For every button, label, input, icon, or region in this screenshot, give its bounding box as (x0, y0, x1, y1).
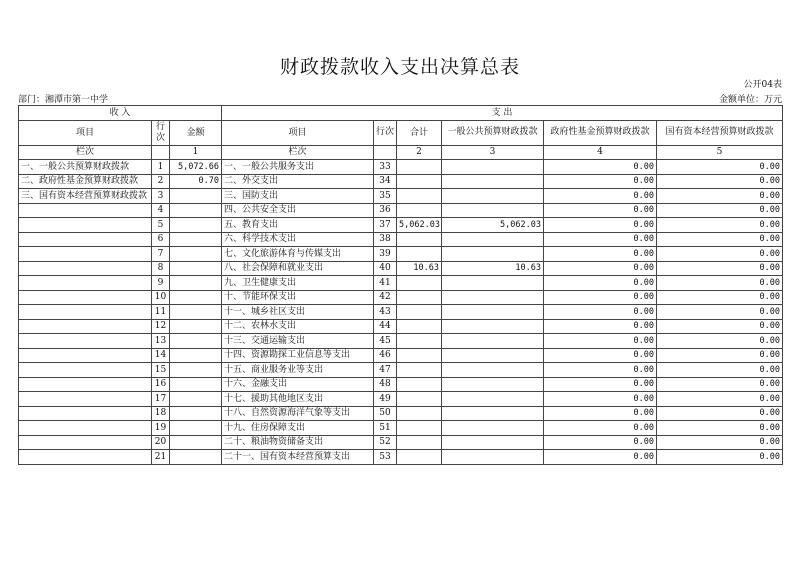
general-budget-amount (442, 319, 544, 334)
income-amount (170, 421, 222, 436)
income-item (19, 392, 152, 407)
fund-budget-amount: 0.00 (544, 276, 657, 291)
income-seq: 7 (152, 247, 170, 262)
income-amount (170, 276, 222, 291)
income-amount-header: 金额 (170, 120, 222, 145)
income-amount (170, 189, 222, 204)
income-seq: 14 (152, 348, 170, 363)
income-item (19, 261, 152, 276)
general-budget-amount (442, 392, 544, 407)
income-seq: 5 (152, 218, 170, 233)
general-budget-amount (442, 377, 544, 392)
fund-budget-amount: 0.00 (544, 290, 657, 305)
table-row (19, 421, 783, 436)
income-item (19, 319, 152, 334)
col-label: 栏次 (19, 145, 152, 160)
general-budget-amount (442, 450, 544, 465)
table-row (19, 276, 783, 291)
fund-budget-amount: 0.00 (544, 348, 657, 363)
expense-item: 十、节能环保支出 (222, 290, 374, 305)
income-seq: 20 (152, 435, 170, 450)
income-seq: 2 (152, 174, 170, 189)
fund-budget-amount: 0.00 (544, 334, 657, 349)
general-budget-amount (442, 348, 544, 363)
table-row (19, 348, 783, 363)
income-seq: 4 (152, 203, 170, 218)
income-item: 三、国有资本经营预算财政拨款 (19, 189, 152, 204)
capital-budget-amount: 0.00 (657, 261, 783, 276)
income-amount (170, 290, 222, 305)
table-row (19, 319, 783, 334)
income-amount (170, 203, 222, 218)
income-amount (170, 377, 222, 392)
total-amount (397, 348, 442, 363)
expense-item: 二、外交支出 (222, 174, 374, 189)
col-label-2: 栏次 (222, 145, 374, 160)
expense-seq-header: 行次 (374, 120, 397, 145)
total-amount (397, 377, 442, 392)
income-seq: 11 (152, 305, 170, 320)
expense-item: 十一、城乡社区支出 (222, 305, 374, 320)
total-amount (397, 406, 442, 421)
page-title: 财政拨款收入支出决算总表 (279, 56, 520, 78)
total-amount (397, 276, 442, 291)
fund-budget-amount: 0.00 (544, 421, 657, 436)
general-budget-amount (442, 232, 544, 247)
column-number-row (19, 145, 783, 160)
table-row (19, 261, 783, 276)
income-item (19, 276, 152, 291)
fund-budget-amount: 0.00 (544, 160, 657, 175)
table-row (19, 406, 783, 421)
general-budget-amount (442, 406, 544, 421)
income-amount: 5,072.66 (170, 160, 222, 175)
income-seq: 9 (152, 276, 170, 291)
department-label: 部门：湘潭市第一中学 (18, 95, 109, 105)
income-seq: 3 (152, 189, 170, 204)
general-budget-amount (442, 276, 544, 291)
total-amount (397, 435, 442, 450)
table-row (19, 232, 783, 247)
capital-budget-amount: 0.00 (657, 435, 783, 450)
income-amount (170, 305, 222, 320)
income-seq: 15 (152, 363, 170, 378)
total-amount (397, 189, 442, 204)
total-amount: 5,062.03 (397, 218, 442, 233)
section-header-row (19, 106, 783, 121)
col-number-3: 3 (442, 145, 544, 160)
expense-item: 八、社会保障和就业支出 (222, 261, 374, 276)
capital-budget-amount: 0.00 (657, 406, 783, 421)
table-row (19, 450, 783, 465)
income-amount (170, 348, 222, 363)
capital-budget-amount: 0.00 (657, 290, 783, 305)
table-row (19, 290, 783, 305)
expense-item: 三、国防支出 (222, 189, 374, 204)
income-amount (170, 392, 222, 407)
income-amount (170, 334, 222, 349)
income-amount (170, 363, 222, 378)
income-amount (170, 218, 222, 233)
total-amount (397, 319, 442, 334)
income-amount (170, 435, 222, 450)
col-number-4: 4 (544, 145, 657, 160)
col-seq-blank (152, 145, 170, 160)
total-amount (397, 160, 442, 175)
table-row (19, 363, 783, 378)
fund-budget-amount: 0.00 (544, 305, 657, 320)
fund-budget-amount: 0.00 (544, 392, 657, 407)
expense-item: 十四、资源勘探工业信息等支出 (222, 348, 374, 363)
column-header-row (19, 120, 783, 145)
income-seq: 12 (152, 319, 170, 334)
income-seq: 10 (152, 290, 170, 305)
expense-seq: 52 (374, 435, 397, 450)
expense-item: 十三、交通运输支出 (222, 334, 374, 349)
unit-label: 金额单位：万元 (718, 95, 782, 105)
capital-budget-amount: 0.00 (657, 174, 783, 189)
total-amount (397, 450, 442, 465)
income-seq: 8 (152, 261, 170, 276)
capital-budget-amount: 0.00 (657, 450, 783, 465)
fund-budget-header: 政府性基金预算财政拨款 (544, 120, 657, 145)
fund-budget-amount: 0.00 (544, 406, 657, 421)
total-amount (397, 334, 442, 349)
income-seq: 6 (152, 232, 170, 247)
expense-seq: 44 (374, 319, 397, 334)
capital-budget-header: 国有资本经营预算财政拨款 (657, 120, 783, 145)
income-seq: 19 (152, 421, 170, 436)
expense-seq: 39 (374, 247, 397, 262)
expense-item: 七、文化旅游体育与传媒支出 (222, 247, 374, 262)
capital-budget-amount: 0.00 (657, 232, 783, 247)
general-budget-amount (442, 435, 544, 450)
expense-item: 六、科学技术支出 (222, 232, 374, 247)
general-budget-amount (442, 174, 544, 189)
total-amount (397, 247, 442, 262)
table-row (19, 189, 783, 204)
income-section-header: 收 入 (19, 106, 222, 121)
income-amount (170, 247, 222, 262)
expense-seq: 50 (374, 406, 397, 421)
expense-item: 十五、商业服务业等支出 (222, 363, 374, 378)
capital-budget-amount: 0.00 (657, 334, 783, 349)
col-number-1: 1 (170, 145, 222, 160)
form-number: 公开04表 (743, 80, 782, 90)
expense-seq: 51 (374, 421, 397, 436)
expense-item: 二十、粮油物资储备支出 (222, 435, 374, 450)
fund-budget-amount: 0.00 (544, 218, 657, 233)
expense-seq: 38 (374, 232, 397, 247)
total-amount (397, 305, 442, 320)
income-amount (170, 319, 222, 334)
col-number-5: 5 (657, 145, 783, 160)
fund-budget-amount: 0.00 (544, 261, 657, 276)
expense-item: 九、卫生健康支出 (222, 276, 374, 291)
expense-section-header: 支 出 (222, 106, 783, 121)
general-budget-amount (442, 189, 544, 204)
total-amount (397, 174, 442, 189)
capital-budget-amount: 0.00 (657, 305, 783, 320)
income-item (19, 377, 152, 392)
capital-budget-amount: 0.00 (657, 276, 783, 291)
capital-budget-amount: 0.00 (657, 319, 783, 334)
total-amount (397, 363, 442, 378)
general-budget-amount (442, 290, 544, 305)
total-header: 合计 (397, 120, 442, 145)
total-amount: 10.63 (397, 261, 442, 276)
fund-budget-amount: 0.00 (544, 174, 657, 189)
income-seq: 13 (152, 334, 170, 349)
expense-seq: 42 (374, 290, 397, 305)
income-seq: 21 (152, 450, 170, 465)
capital-budget-amount: 0.00 (657, 348, 783, 363)
total-amount (397, 232, 442, 247)
income-item (19, 203, 152, 218)
table-row (19, 160, 783, 175)
expense-seq: 45 (374, 334, 397, 349)
fund-budget-amount: 0.00 (544, 377, 657, 392)
expense-seq: 53 (374, 450, 397, 465)
capital-budget-amount: 0.00 (657, 189, 783, 204)
general-budget-amount (442, 160, 544, 175)
capital-budget-amount: 0.00 (657, 377, 783, 392)
general-budget-amount (442, 421, 544, 436)
income-item (19, 363, 152, 378)
table-row (19, 377, 783, 392)
income-item-header: 项目 (19, 120, 152, 145)
fund-budget-amount: 0.00 (544, 435, 657, 450)
fund-budget-amount: 0.00 (544, 319, 657, 334)
general-budget-amount: 5,062.03 (442, 218, 544, 233)
table-row (19, 334, 783, 349)
fund-budget-amount: 0.00 (544, 189, 657, 204)
income-amount (170, 261, 222, 276)
income-seq: 18 (152, 406, 170, 421)
table-row (19, 435, 783, 450)
budget-table (18, 105, 783, 465)
capital-budget-amount: 0.00 (657, 203, 783, 218)
income-item (19, 305, 152, 320)
income-item: 一、一般公共预算财政拨款 (19, 160, 152, 175)
income-seq: 17 (152, 392, 170, 407)
income-item (19, 218, 152, 233)
fund-budget-amount: 0.00 (544, 232, 657, 247)
expense-item: 十二、农林水支出 (222, 319, 374, 334)
income-item (19, 406, 152, 421)
general-budget-amount (442, 305, 544, 320)
total-amount (397, 421, 442, 436)
expense-seq: 48 (374, 377, 397, 392)
expense-item: 一、一般公共服务支出 (222, 160, 374, 175)
general-budget-amount (442, 203, 544, 218)
general-budget-header: 一般公共预算财政拨款 (442, 120, 544, 145)
general-budget-amount (442, 363, 544, 378)
income-item (19, 450, 152, 465)
expense-item: 十八、自然资源海洋气象等支出 (222, 406, 374, 421)
income-item (19, 334, 152, 349)
income-amount (170, 450, 222, 465)
capital-budget-amount: 0.00 (657, 421, 783, 436)
expense-seq: 36 (374, 203, 397, 218)
income-item (19, 348, 152, 363)
expense-seq: 33 (374, 160, 397, 175)
expense-item: 十七、援助其他地区支出 (222, 392, 374, 407)
general-budget-amount (442, 334, 544, 349)
capital-budget-amount: 0.00 (657, 363, 783, 378)
expense-seq: 41 (374, 276, 397, 291)
capital-budget-amount: 0.00 (657, 160, 783, 175)
expense-seq: 49 (374, 392, 397, 407)
fund-budget-amount: 0.00 (544, 363, 657, 378)
expense-seq: 40 (374, 261, 397, 276)
expense-item: 十九、住房保障支出 (222, 421, 374, 436)
table-row (19, 247, 783, 262)
income-item (19, 247, 152, 262)
fund-budget-amount: 0.00 (544, 203, 657, 218)
table-row (19, 392, 783, 407)
income-seq: 16 (152, 377, 170, 392)
income-amount (170, 406, 222, 421)
expense-seq: 47 (374, 363, 397, 378)
col-number-2: 2 (397, 145, 442, 160)
income-item (19, 435, 152, 450)
income-item: 二、政府性基金预算财政拨款 (19, 174, 152, 189)
income-amount (170, 232, 222, 247)
expense-item-header: 项目 (222, 120, 374, 145)
fund-budget-amount: 0.00 (544, 450, 657, 465)
income-item (19, 421, 152, 436)
income-seq: 1 (152, 160, 170, 175)
expense-seq: 34 (374, 174, 397, 189)
total-amount (397, 203, 442, 218)
expense-item: 二十一、国有资本经营预算支出 (222, 450, 374, 465)
expense-item: 十六、金融支出 (222, 377, 374, 392)
table-body (19, 160, 783, 465)
total-amount (397, 290, 442, 305)
general-budget-amount (442, 247, 544, 262)
expense-seq: 43 (374, 305, 397, 320)
table-row (19, 305, 783, 320)
expense-item: 四、公共安全支出 (222, 203, 374, 218)
capital-budget-amount: 0.00 (657, 392, 783, 407)
expense-seq: 46 (374, 348, 397, 363)
total-amount (397, 392, 442, 407)
capital-budget-amount: 0.00 (657, 218, 783, 233)
expense-seq: 35 (374, 189, 397, 204)
expense-item: 五、教育支出 (222, 218, 374, 233)
general-budget-amount: 10.63 (442, 261, 544, 276)
expense-seq: 37 (374, 218, 397, 233)
table-row (19, 174, 783, 189)
capital-budget-amount: 0.00 (657, 247, 783, 262)
income-amount: 0.70 (170, 174, 222, 189)
col-seq-blank-2 (374, 145, 397, 160)
table-row (19, 203, 783, 218)
table-row (19, 218, 783, 233)
income-seq-header: 行次 (152, 120, 170, 145)
fund-budget-amount: 0.00 (544, 247, 657, 262)
income-item (19, 290, 152, 305)
income-item (19, 232, 152, 247)
